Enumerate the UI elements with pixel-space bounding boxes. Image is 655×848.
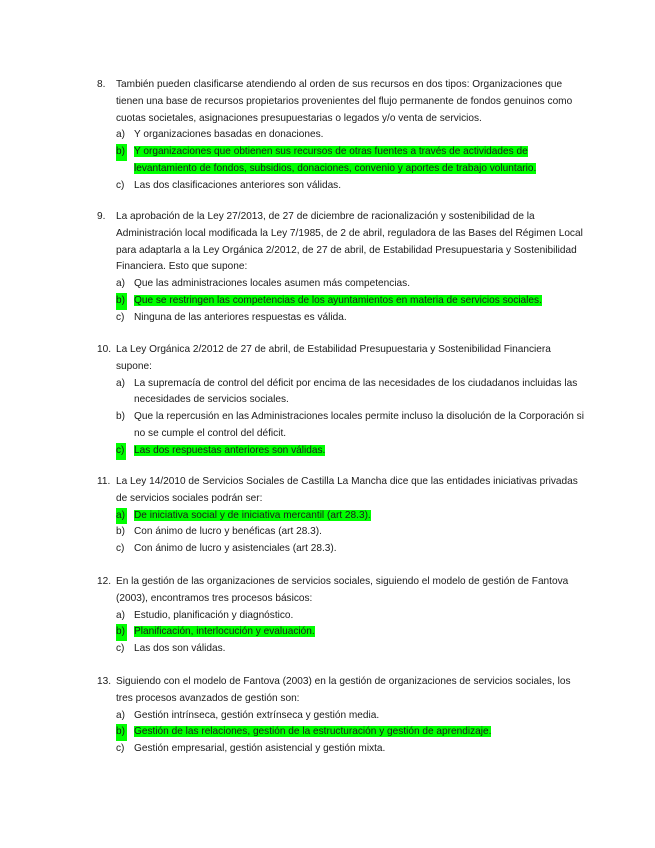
option-letter: c) (116, 743, 125, 755)
question-9 (97, 209, 587, 327)
option-letter: c) (116, 311, 125, 323)
answer-option-a (116, 508, 587, 525)
highlighted-answer-text: De iniciativa social y de iniciativa mercantil (art 28.3). (134, 509, 371, 521)
option-letter: c) (116, 179, 125, 191)
option-text: Que la repercusión en las Administraciones locales permite incluso la disolución de la Corporación si no se cumple el control del déficit. (134, 411, 584, 439)
option-text: La supremacía de control del déficit por encima de las necesidades de los ciudadanos incluidas las necesidades de servicios sociales. (134, 377, 578, 406)
option-letter: a) (116, 278, 125, 290)
option-letter: b) (116, 144, 127, 161)
option-text: Y organizaciones basadas en donaciones. (134, 129, 324, 141)
option-text: Que las administraciones locales asumen más competencias. (134, 278, 411, 290)
question-text: También pueden clasificarse atendiendo al orden de sus recursos en dos tipos: Organizaciones que tienen una base de recursos propietarios provenientes del flujo permanente de fondos genuinos como cuotas societales, asignaciones presupuestarias o legados y/o venta de servicios. (116, 79, 573, 124)
answer-option-a (116, 376, 587, 410)
option-letter: c) (116, 443, 126, 460)
answer-option-b (116, 724, 587, 741)
answer-option-b (116, 409, 587, 443)
option-letter: c) (116, 643, 125, 655)
answer-option-a (116, 127, 587, 144)
option-text: Las dos son válidas. (134, 643, 226, 655)
option-text: Gestión intrínseca, gestión extrínseca y gestión media. (134, 709, 380, 721)
option-letter: b) (116, 411, 125, 423)
option-letter: c) (116, 543, 125, 555)
answer-option-a (116, 608, 587, 625)
highlighted-answer-text: Gestión de las relaciones, gestión de la estructuración y gestión de aprendizaje. (134, 726, 492, 738)
question-12 (97, 574, 587, 658)
question-number: 13. (97, 676, 112, 687)
highlighted-answer-text: Que se restringen las competencias de los ayuntamientos en materia de servicios sociales. (134, 294, 542, 306)
question-number: 10. (97, 344, 112, 355)
answer-option-a (116, 276, 587, 293)
option-letter: a) (116, 709, 125, 721)
answer-option-c (116, 443, 587, 460)
option-letter: a) (116, 508, 127, 525)
question-text: La aprobación de la Ley 27/2013, de 27 de diciembre de racionalización y sostenibilidad de la Administración local modificada la Ley 7/1985, de 2 de abril, reguladora de las Bases del Régimen Local para adaptarla a la Ley Orgánica 2/2012, de 27 de abril, de Estabilidad Presupuestaria y Sostenibilidad Financiera. Esto que supone: (116, 211, 583, 273)
option-letter: b) (116, 293, 127, 310)
answer-option-c (116, 310, 587, 327)
question-text: La Ley 14/2010 de Servicios Sociales de Castilla La Mancha dice que las entidades iniciativas privadas de servicios sociales podrán ser: (116, 476, 578, 504)
highlighted-answer-text: Planificación, interlocución y evaluación. (134, 626, 315, 638)
option-letter: b) (116, 624, 127, 641)
option-text: Estudio, planificación y diagnóstico. (134, 609, 294, 621)
answer-option-c (116, 741, 587, 758)
question-text: En la gestión de las organizaciones de servicios sociales, siguiendo el modelo de gestión de Fantova (2003), encontramos tres procesos básicos: (116, 576, 569, 604)
question-8 (97, 77, 587, 195)
question-10 (97, 342, 587, 460)
answer-option-a (116, 708, 587, 725)
answer-option-c (116, 541, 587, 558)
option-letter: a) (116, 129, 125, 141)
highlighted-answer-text: Las dos respuestas anteriores son válidas. (134, 444, 326, 456)
question-number: 11. (97, 476, 111, 487)
highlighted-answer-text: Y organizaciones que obtienen sus recursos de otras fuentes a través de actividades de levantamiento de fondos, subsidios, donaciones, convenio y aportes de trabajo voluntario. (134, 146, 537, 174)
question-number: 12. (97, 576, 112, 587)
option-letter: a) (116, 377, 125, 389)
answer-option-c (116, 641, 587, 658)
option-text: Gestión empresarial, gestión asistencial y gestión mixta. (134, 743, 386, 755)
question-13 (97, 674, 587, 758)
question-11 (97, 474, 587, 558)
option-text: Con ánimo de lucro y benéficas (art 28.3). (134, 526, 322, 538)
answer-option-b (116, 624, 587, 641)
answer-option-b (116, 293, 587, 310)
question-text: Siguiendo con el modelo de Fantova (2003) en la gestión de organizaciones de servicios sociales, los tres procesos avanzados de gestión son: (116, 676, 571, 704)
option-text: Ninguna de las anteriores respuestas es válida. (134, 311, 347, 323)
question-number: 8. (97, 79, 106, 90)
answer-option-b (116, 524, 587, 541)
option-letter: b) (116, 526, 125, 538)
option-text: Las dos clasificaciones anteriores son válidas. (134, 179, 342, 191)
question-number: 9. (97, 211, 106, 222)
option-text: Con ánimo de lucro y asistenciales (art 28.3). (134, 543, 337, 555)
answer-option-b (116, 144, 587, 178)
question-text: La Ley Orgánica 2/2012 de 27 de abril, de Estabilidad Presupuestaria y Sostenibilidad Financiera supone: (116, 344, 551, 372)
answer-option-c (116, 178, 587, 195)
option-letter: b) (116, 724, 127, 741)
option-letter: a) (116, 609, 125, 621)
